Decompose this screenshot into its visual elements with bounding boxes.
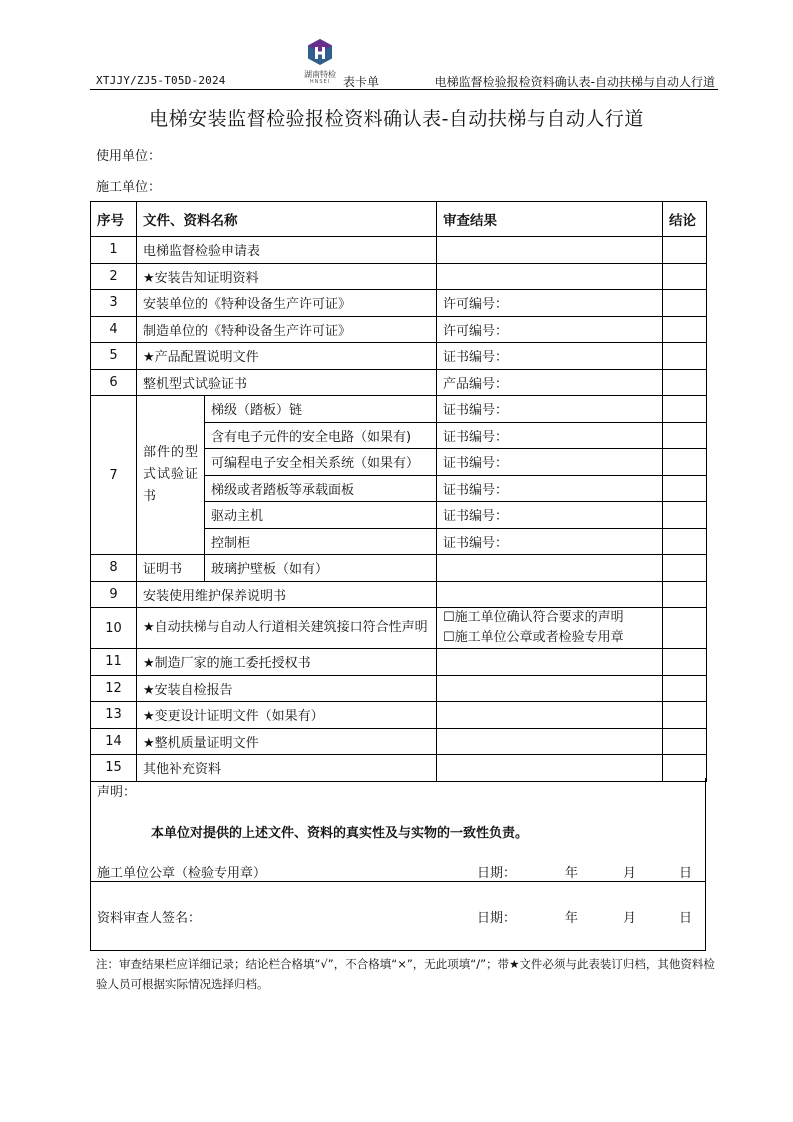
logo-text: 湖南特检 <box>304 70 336 79</box>
row-review-result[interactable] <box>437 555 663 582</box>
row-review-result[interactable]: 证书编号： <box>437 396 663 423</box>
row-conclusion[interactable] <box>663 728 707 755</box>
row-conclusion[interactable] <box>663 396 707 423</box>
declaration-statement: 本单位对提供的上述文件、资料的真实性及与实物的一致性负责。 <box>151 826 529 841</box>
seal-label[interactable]: 施工单位公章（检验专用章） <box>97 866 267 881</box>
table-row <box>91 290 707 317</box>
table-row <box>91 702 707 729</box>
row-serial-no: 15 <box>91 755 137 782</box>
row-serial-no: 1 <box>91 237 137 264</box>
row-conclusion[interactable] <box>663 502 707 529</box>
row-component-name: 玻璃护壁板（如有） <box>205 555 437 582</box>
row-review-result[interactable]: 证书编号： <box>437 475 663 502</box>
row-conclusion[interactable] <box>663 581 707 608</box>
row-conclusion[interactable] <box>663 528 707 555</box>
header-serial-no: 序号 <box>91 202 137 237</box>
table-row <box>91 369 707 396</box>
row-component-name: 含有电子元件的安全电路（如果有) <box>205 422 437 449</box>
row-conclusion[interactable] <box>663 649 707 676</box>
logo-subtext: HNSEI <box>309 79 331 85</box>
reviewer-date-year: 年 <box>565 911 579 926</box>
document-checklist-table <box>90 201 707 782</box>
review-checkbox-option[interactable]: ☐施工单位确认符合要求的声明 <box>443 610 624 625</box>
row-review-result[interactable]: 产品编号： <box>437 369 663 396</box>
table-row <box>91 316 707 343</box>
row-serial-no: 11 <box>91 649 137 676</box>
reviewer-row <box>97 907 699 926</box>
use-unit-field[interactable] <box>96 145 161 164</box>
row-serial-no: 6 <box>91 369 137 396</box>
seal-date-year: 年 <box>565 866 579 881</box>
row-document-name: 电梯监督检验申请表 <box>137 237 437 264</box>
review-checkbox-option[interactable]: ☐施工单位公章或者检验专用章 <box>443 630 624 645</box>
row-conclusion[interactable] <box>663 675 707 702</box>
table-row <box>91 608 707 649</box>
declaration-divider <box>91 881 705 882</box>
row-conclusion[interactable] <box>663 343 707 370</box>
row-document-name: ★产品配置说明文件 <box>137 343 437 370</box>
row-conclusion[interactable] <box>663 702 707 729</box>
reviewer-date-month: 月 <box>623 911 637 926</box>
row-certificate-label: 证明书 <box>137 555 205 582</box>
use-unit-label: 使用单位： <box>96 149 162 164</box>
row-component-name: 可编程电子安全相关系统（如果有） <box>205 449 437 476</box>
row-component-name: 梯级（踏板）链 <box>205 396 437 423</box>
row-document-name: 制造单位的《特种设备生产许可证》 <box>137 316 437 343</box>
reviewer-date-day: 日 <box>679 911 693 926</box>
row-review-result[interactable] <box>437 702 663 729</box>
seal-date-month: 月 <box>623 866 637 881</box>
row-document-name: 安装使用维护保养说明书 <box>137 581 437 608</box>
declaration-section <box>90 778 706 951</box>
row-document-name: ★自动扶梯与自动人行道相关建筑接口符合性声明 <box>137 608 437 649</box>
row-conclusion[interactable] <box>663 449 707 476</box>
table-row <box>91 581 707 608</box>
hnsei-logo-icon <box>307 38 333 66</box>
row-serial-no: 7 <box>91 396 137 555</box>
row-serial-no: 9 <box>91 581 137 608</box>
row-review-result[interactable] <box>437 581 663 608</box>
header-review-result: 审查结果 <box>437 202 663 237</box>
row-conclusion[interactable] <box>663 475 707 502</box>
row-document-name: 整机型式试验证书 <box>137 369 437 396</box>
construction-unit-label: 施工单位： <box>96 180 162 195</box>
document-code: XTJJY/ZJ5-T05D-2024 <box>96 74 226 87</box>
table-header-row <box>91 202 707 237</box>
row-review-result[interactable] <box>437 675 663 702</box>
header-doc-title: 电梯监督检验报检资料确认表-自动扶梯与自动人行道 <box>434 75 715 89</box>
row-component-name: 驱动主机 <box>205 502 437 529</box>
table-row <box>91 396 707 423</box>
row-conclusion[interactable] <box>663 555 707 582</box>
row-serial-no: 2 <box>91 263 137 290</box>
row-review-result[interactable]: 许可编号： <box>437 290 663 317</box>
declaration-label: 声明： <box>97 785 137 800</box>
seal-date-label: 日期： <box>477 866 517 881</box>
row-review-result[interactable] <box>437 237 663 264</box>
row-review-result[interactable]: 证书编号： <box>437 449 663 476</box>
row-review-result[interactable]: 许可编号： <box>437 316 663 343</box>
construction-unit-field[interactable] <box>96 176 161 195</box>
row-conclusion[interactable] <box>663 263 707 290</box>
row-review-result[interactable] <box>437 263 663 290</box>
table-row <box>91 728 707 755</box>
header-divider <box>90 89 718 90</box>
row-serial-no: 13 <box>91 702 137 729</box>
table-row <box>91 343 707 370</box>
table-row <box>91 649 707 676</box>
row-component-name: 控制柜 <box>205 528 437 555</box>
row-review-result[interactable]: 证书编号： <box>437 528 663 555</box>
page-title: 电梯安装监督检验报检资料确认表-自动扶梯与自动人行道 <box>149 108 644 130</box>
row-review-result[interactable] <box>437 649 663 676</box>
header-document-name: 文件、资料名称 <box>137 202 437 237</box>
reviewer-signature-label[interactable]: 资料审查人签名： <box>97 911 202 926</box>
table-row <box>91 555 707 582</box>
row-serial-no: 14 <box>91 728 137 755</box>
table-row <box>91 263 707 290</box>
row-component-name: 梯级或者踏板等承载面板 <box>205 475 437 502</box>
row-review-result[interactable]: 证书编号： <box>437 343 663 370</box>
header-conclusion: 结论 <box>663 202 707 237</box>
row-serial-no: 4 <box>91 316 137 343</box>
row-serial-no: 5 <box>91 343 137 370</box>
row-review-result[interactable]: 证书编号： <box>437 422 663 449</box>
card-label: 表卡单 <box>343 75 380 89</box>
seal-row <box>97 862 699 881</box>
row-document-name: ★安装告知证明资料 <box>137 263 437 290</box>
row-document-name: ★整机质量证明文件 <box>137 728 437 755</box>
reviewer-date-label: 日期： <box>477 911 517 926</box>
row-conclusion[interactable] <box>663 422 707 449</box>
footnote: 注：审查结果栏应详细记录；结论栏合格填“√”，不合格填“×”，无此项填“/”；带★文件必须与此表装订归档，其他资料检验人员可根据实际情况选择归档。 <box>96 957 715 991</box>
component-certificate-label: 部件的型式试验证书 <box>137 396 205 555</box>
seal-date-day: 日 <box>679 866 693 881</box>
row-document-name: ★制造厂家的施工委托授权书 <box>137 649 437 676</box>
table-row <box>91 237 707 264</box>
row-serial-no: 8 <box>91 555 137 582</box>
row-conclusion[interactable] <box>663 608 707 649</box>
row-review-result[interactable] <box>437 608 663 649</box>
row-conclusion[interactable] <box>663 369 707 396</box>
organization-logo <box>298 38 342 86</box>
table-row <box>91 675 707 702</box>
row-serial-no: 10 <box>91 608 137 649</box>
row-document-name: 安装单位的《特种设备生产许可证》 <box>137 290 437 317</box>
row-conclusion[interactable] <box>663 316 707 343</box>
row-document-name: ★安装自检报告 <box>137 675 437 702</box>
row-serial-no: 12 <box>91 675 137 702</box>
row-document-name: 其他补充资料 <box>137 755 437 782</box>
row-review-result[interactable] <box>437 728 663 755</box>
row-serial-no: 3 <box>91 290 137 317</box>
row-conclusion[interactable] <box>663 290 707 317</box>
row-conclusion[interactable] <box>663 237 707 264</box>
row-document-name: ★变更设计证明文件（如果有） <box>137 702 437 729</box>
row-review-result[interactable]: 证书编号： <box>437 502 663 529</box>
